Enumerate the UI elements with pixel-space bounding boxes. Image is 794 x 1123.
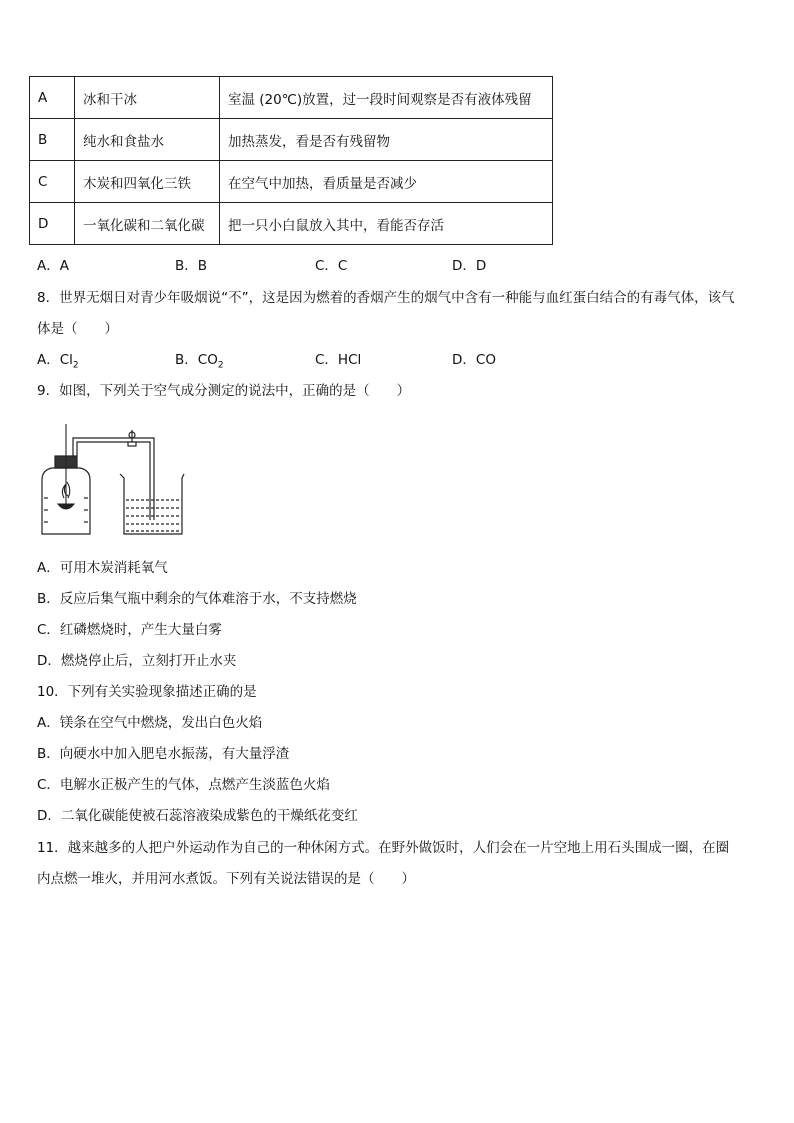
q8-stem-line2: 体是（ ） [37,321,118,337]
table-row [30,77,553,119]
table-row [30,203,553,245]
row-items: 纯水和食盐水 [75,119,220,161]
row-label: C [30,161,75,203]
row-method: 在空气中加热，看质量是否减少 [220,161,553,203]
option-text: C．HCl [315,352,362,368]
option-text: B．CO [175,352,218,368]
q9-option-d[interactable]: D．燃烧停止后，立刻打开止水夹 [37,653,237,669]
subscript: 2 [217,360,224,371]
row-label: A [30,77,75,119]
row-method: 室温 (20℃)放置，过一段时间观察是否有液体残留 [220,77,553,119]
q9-stem: 9．如图，下列关于空气成分测定的说法中，正确的是（ ） [37,383,411,399]
table-row [30,161,553,203]
row-method: 把一只小白鼠放入其中，看能否存活 [220,203,553,245]
q8-option-a[interactable] [37,348,79,371]
q7-option-a[interactable]: A．A [37,258,69,274]
q10-option-b[interactable]: B．向硬水中加入肥皂水振荡，有大量浮渣 [37,746,290,762]
table-row [30,119,553,161]
row-items: 木炭和四氧化三铁 [75,161,220,203]
q8-option-b[interactable] [175,348,224,371]
option-text: D．CO [452,352,496,368]
q11-stem-line1: 11．越来越多的人把户外运动作为自己的一种休闲方式。在野外做饭时，人们会在一片空地上用石头围成一圈，在圈 [37,840,730,856]
row-label: D [30,203,75,245]
q7-option-c[interactable]: C．C [315,258,348,274]
q7-option-d[interactable]: D．D [452,258,487,274]
option-text: A．Cl [37,352,73,368]
row-items: 冰和干冰 [75,77,220,119]
row-label: B [30,119,75,161]
row-items: 一氧化碳和二氧化碳 [75,203,220,245]
beaker [120,474,184,534]
delivery-tube [73,430,154,520]
q9-option-b[interactable]: B．反应后集气瓶中剩余的气体难溶于水，不支持燃烧 [37,591,357,607]
subscript: 2 [72,360,79,371]
row-method: 加热蒸发，看是否有残留物 [220,119,553,161]
q10-option-a[interactable]: A．镁条在空气中燃烧，发出白色火焰 [37,715,263,731]
q10-stem: 10．下列有关实验现象描述正确的是 [37,684,257,700]
q10-option-c[interactable]: C．电解水正极产生的气体，点燃产生淡蓝色火焰 [37,777,330,793]
air-composition-apparatus-figure [36,418,186,538]
q7-option-b[interactable]: B．B [175,258,208,274]
q11-stem-line2: 内点燃一堆火，并用河水煮饭。下列有关说法错误的是（ ） [37,871,415,887]
q8-option-d[interactable] [452,348,496,368]
q8-option-c[interactable] [315,348,361,368]
q10-option-d[interactable]: D．二氧化碳能使被石蕊溶液染成紫色的干燥纸花变红 [37,808,358,824]
q8-stem-line1: 8．世界无烟日对青少年吸烟说“不”，这是因为燃着的香烟产生的烟气中含有一种能与血红蛋白结合的有毒气体，该气 [37,290,735,306]
q9-option-a[interactable]: A．可用木炭消耗氧气 [37,560,168,576]
identification-table [29,76,553,245]
q9-option-c[interactable]: C．红磷燃烧时，产生大量白雾 [37,622,222,638]
